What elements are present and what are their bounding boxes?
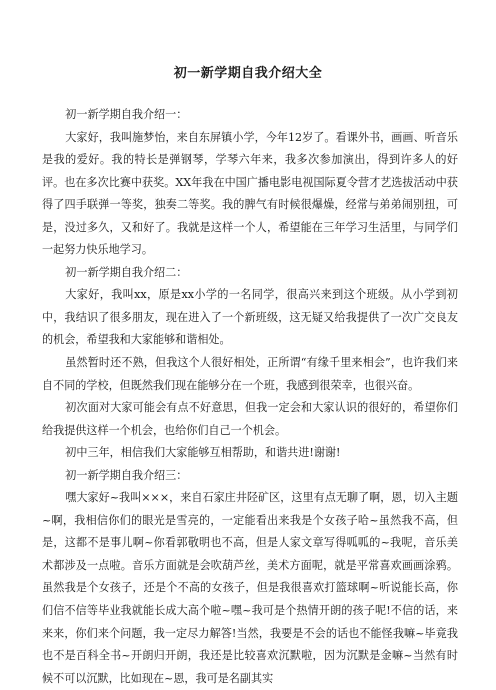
paragraph: 大家好，我叫xx，原是xx小学的一名同学，很高兴来到这个班级。从小学到初中，我结识了很多朋友，现在进入了一个新班级，这无疑又给我提供了一次广交良友的机会，希望我和大家能够和谐相处。 xyxy=(42,288,458,347)
section-heading-1: 初一新学期自我介绍一： xyxy=(65,108,188,121)
document-title: 初一新学期自我介绍大全 xyxy=(173,66,323,81)
section-heading-3: 初一新学期自我介绍三： xyxy=(65,468,188,482)
paragraph: 初中三年，相信我们大家能够互相帮助，和谐共进!谢谢! xyxy=(65,446,341,460)
paragraph: 嘿大家好~我叫×××，来自石家庄井陉矿区，这里有点无聊了啊，恩，切入主题~啊，我相信你们的眼光是雪亮的，一定能看出来我是个女孩子哈~虽然我不高，但是，这都不是事儿啊~你看郭敬明也不高，但是人家文章写得呱呱的~我呢，音乐美术都涉及一点啦。音乐方面就是会吹葫芦丝，美术方面呢，就是平常喜欢画画涂鸦。虽然我是个女孩子，还是个不高的女孩子，但是我很喜欢打篮球啊~听说能长高，你们信不信等毕业我就能长成大高个啦~嘿~我可是个热情开朗的孩子呢!不信的话，来来来，你们来个问题，我一定尽力解答!当然，我要是不会的话也不能怪我嘛~毕竟我也不是百科全书~开朗归开朗，我还是比较喜欢沉默啦，因为沉默是金嘛~当然有时候不可以沉默，比如现在~恩，我可是名副其实 xyxy=(42,491,458,685)
paragraph: 虽然暂时还不熟，但我这个人很好相处，正所谓“有缘千里来相会”，也许我们来自不同的学校，但既然我们现在能够分在一个班，我感到很荣幸，也很兴奋。 xyxy=(42,356,458,392)
section-heading-2: 初一新学期自我介绍二： xyxy=(65,265,188,279)
paragraph: 大家好，我叫施梦怡，来自东屏镇小学，今年12岁了。看课外书，画画、听音乐是我的爱好。我的特长是弹钢琴，学琴六年来，我多次参加演出，得到许多人的好评。也在多次比赛中获奖。XX年我在中国广播电影电视国际夏令营才艺选拔活动中获得了四手联弹一等奖，独奏二等奖。我的脾气有时候很爆燥，经常与弟弟闹别扭，可是，没过多久，又和好了。我就是这样一个人，希望能在三年学习生活里，与同学们一起努力快乐地学习。 xyxy=(42,130,458,257)
paragraph: 初次面对大家可能会有点不好意思，但我一定会和大家认识的很好的，希望你们给我提供这样一个机会，也给你们自己一个机会。 xyxy=(42,401,458,437)
document-body xyxy=(42,104,458,690)
